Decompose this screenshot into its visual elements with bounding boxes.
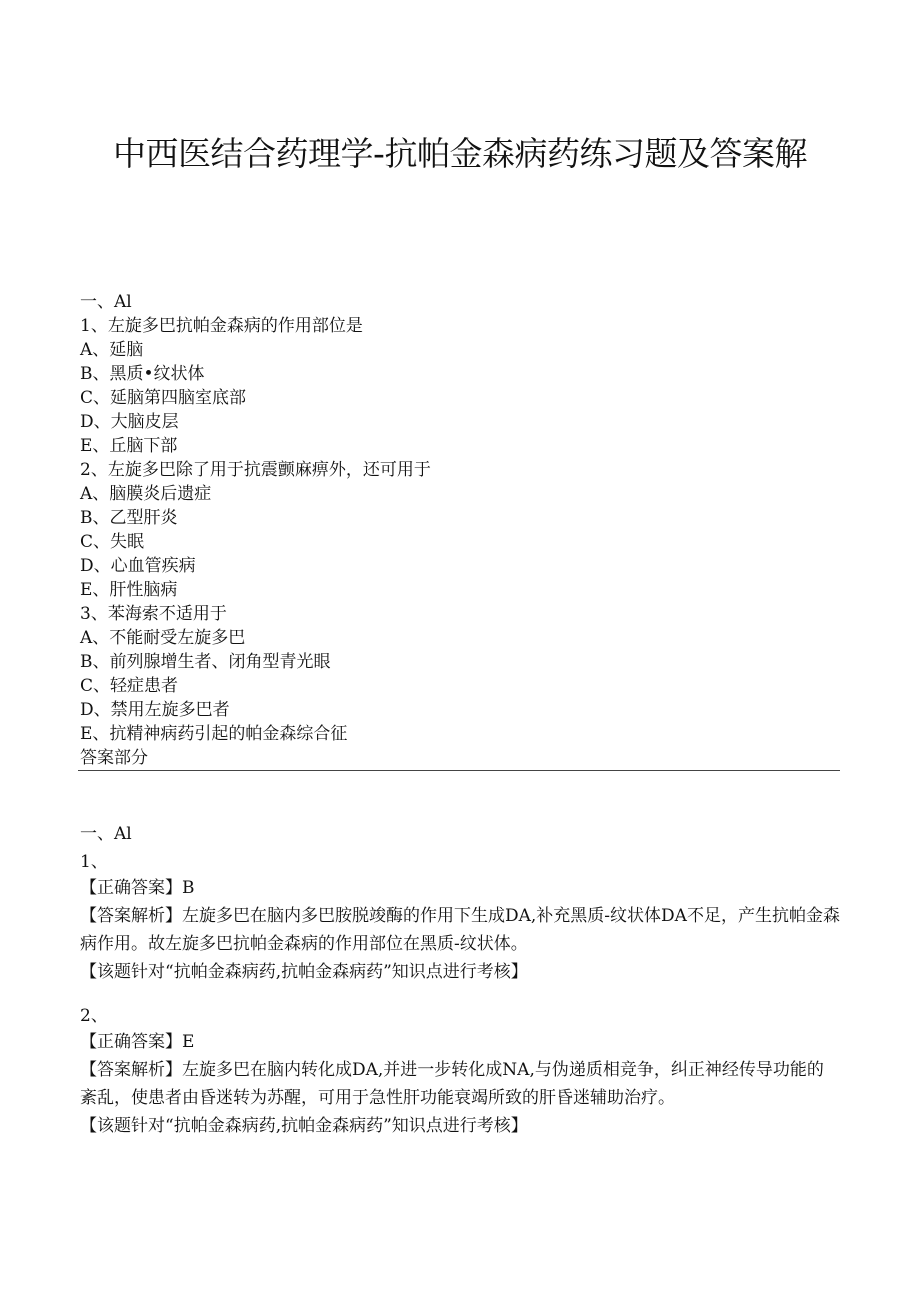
answer-block	[80, 850, 840, 986]
correct-answer: 【正确答案】E	[80, 1032, 195, 1052]
option-item: D、禁用左旋多巴者	[80, 700, 230, 720]
answer-explanation: 【答案解析】左旋多巴在脑内多巴胺脱竣酶的作用下生成DA,补充黑质-纹状体DA不足，产生抗帕金森病作用。故左旋多巴抗帕金森病的作用部位在黑质-纹状体。	[80, 906, 840, 954]
answer-block	[80, 1004, 840, 1140]
questions-section	[80, 290, 840, 770]
option-item: E、抗精神病药引起的帕金森综合征	[80, 724, 348, 744]
answer-number: 2、	[80, 1006, 108, 1026]
answers-heading: 一、Al	[80, 824, 132, 844]
option-item: A、延脑	[80, 340, 144, 360]
option-item: C、延脑第四脑室底部	[80, 388, 247, 408]
question-stem: 3、苯海索不适用于	[80, 604, 227, 624]
answer-number: 1、	[80, 852, 108, 872]
option-item: B、黑质•纹状体	[80, 364, 205, 384]
option-item: E、丘脑下部	[80, 436, 178, 456]
question-stem: 2、左旋多巴除了用于抗震颤麻痹外，还可用于	[80, 460, 431, 480]
document-title: 中西医结合药理学-抗帕金森病药练习题及答案解	[113, 134, 807, 173]
section-divider	[78, 770, 840, 771]
answer-explanation: 【答案解析】左旋多巴在脑内转化成DA,并进一步转化成NA,与伪递质相竞争，纠正神经传导功能的紊乱，使患者由昏迷转为苏醒，可用于急性肝功能衰竭所致的肝昏迷辅助治疗。	[80, 1060, 824, 1108]
option-item: B、前列腺增生者、闭角型青光眼	[80, 652, 331, 672]
answer-part-label: 答案部分	[80, 748, 148, 768]
answer-topic: 【该题针对“抗帕金森病药,抗帕金森病药”知识点进行考核】	[80, 1116, 528, 1136]
option-item: A、脑膜炎后遗症	[80, 484, 212, 504]
option-item: A、不能耐受左旋多巴	[80, 628, 246, 648]
option-item: B、乙型肝炎	[80, 508, 178, 528]
option-item: C、轻症患者	[80, 676, 179, 696]
question-stem: 1、左旋多巴抗帕金森病的作用部位是	[80, 316, 363, 336]
correct-answer: 【正确答案】B	[80, 878, 195, 898]
option-item: C、失眠	[80, 532, 145, 552]
section-heading: 一、Al	[80, 292, 132, 312]
option-item: D、心血管疾病	[80, 556, 196, 576]
option-item: D、大脑皮层	[80, 412, 179, 432]
option-item: E、肝性脑病	[80, 580, 178, 600]
answer-topic: 【该题针对“抗帕金森病药,抗帕金森病药”知识点进行考核】	[80, 962, 528, 982]
